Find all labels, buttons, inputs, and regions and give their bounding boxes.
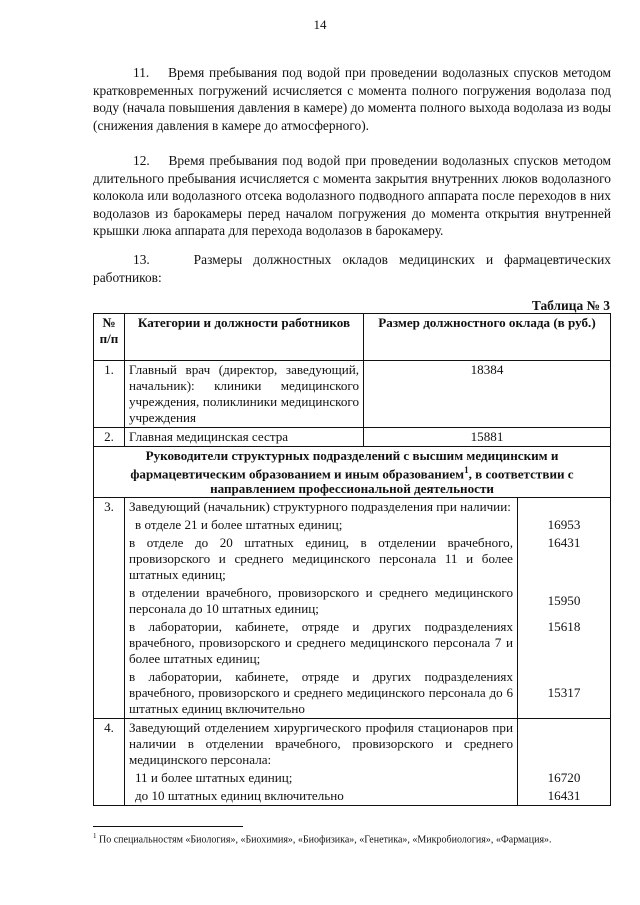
subrow-value: 16431 [518,534,611,584]
subrow-text: в отделе до 20 штатных единиц, в отделении врачебного, провизорского и среднего медицинского персонала 11 и более штатных единиц; [125,534,518,584]
section-heading-row [94,447,611,498]
subrow-value: 15618 [518,618,611,668]
table-subrow [94,668,611,719]
footnote [93,832,613,845]
row-value-blank [518,719,611,770]
paragraph-13 [93,251,611,286]
subrow-text: в лаборатории, кабинете, отряде и других подразделениях врачебного, провизорского и среднего медицинского персонала 7 и более штатных единиц; [125,618,518,668]
row-intro: Заведующий (начальник) структурного подразделения при наличии: [125,498,518,517]
subrow-value: 16720 [518,769,611,787]
header-num: № п/п [94,314,125,361]
table-caption: Таблица № 3 [531,298,610,313]
subrow-value: 15950 [518,584,611,618]
row-value-blank [518,498,611,517]
table-header-row [94,314,611,361]
footnote-mark: 1 [464,465,469,475]
table-row [94,719,611,770]
salary-table [93,313,611,806]
paragraph-text: Размеры должностных окладов медицинских и фармацевтических работников: [93,252,612,285]
paragraph-text: Время пребывания под водой при проведении водолазных спусков методом кратковременных погружений исчисляется с момента полного погружения водолаза под воду (начала повышения давления в камере) до момента полного выхода водолаза из воды (снижения давления в камере до атмосферного). [93,65,611,133]
row-salary: 15881 [364,428,611,447]
paragraph-11 [93,64,611,134]
footnote-mark: 1 [93,832,97,840]
table-subrow [94,516,611,534]
row-number: 3. [94,498,125,719]
subrow-text: в отделении врачебного, провизорского и среднего медицинского персонала до 10 штатных единиц; [125,584,518,618]
subrow-text: 11 и более штатных единиц; [125,769,518,787]
table-subrow [94,584,611,618]
header-category: Категории и должности работников [125,314,364,361]
header-salary: Размер должностного оклада (в руб.) [364,314,611,361]
table-subrow [94,534,611,584]
row-category: Главный врач (директор, заведующий, начальник): клиники медицинского учреждения, поликлиники медицинского учреждения [125,361,364,428]
row-salary: 18384 [364,361,611,428]
subrow-text: до 10 штатных единиц включительно [125,787,518,806]
row-number: 2. [94,428,125,447]
row-number: 1. [94,361,125,428]
table-subrow [94,769,611,787]
subrow-text: в лаборатории, кабинете, отряде и других подразделениях врачебного, провизорского и среднего медицинского персонала до 6 штатных единиц включительно [125,668,518,719]
paragraph-number: 11. [133,65,150,80]
table-subrow [94,787,611,806]
subrow-value: 16953 [518,516,611,534]
subrow-text: в отделе 21 и более штатных единиц; [125,516,518,534]
row-intro: Заведующий отделением хирургического профиля стационаров при наличии в отделении врачебного, провизорского и среднего медицинского персонала: [125,719,518,770]
paragraph-number: 13. [133,252,150,267]
page-number: 14 [313,17,327,32]
table-row [94,428,611,447]
paragraph-number: 12. [133,153,150,168]
footnote-text: По специальностям «Биология», «Биохимия», «Биофизика», «Генетика», «Микробиология», «Фармация». [99,834,552,846]
row-category: Главная медицинская сестра [125,428,364,447]
table-row [94,361,611,428]
section-heading-tail: , в соответствии с направлением профессиональной деятельности [210,466,574,497]
row-number: 4. [94,719,125,806]
subrow-value: 16431 [518,787,611,806]
paragraph-text: Время пребывания под водой при проведении водолазных спусков методом длительного пребывания исчисляется с момента закрытия внутренних люков водолазного колокола или водолазного отсека водолазного подводного аппарата после переходов в них водолазов из барокамеры перед началом погружения до момента открытия внутренней крышки люка аппарата для перехода водолазов в барокамеру. [93,153,612,238]
section-heading [94,447,611,498]
table-subrow [94,618,611,668]
footnote-divider [93,826,243,827]
table-row [94,498,611,517]
section-heading-text: Руководители структурных подразделений с высшим медицинским и фармацевтическим образованием и иным образованием [130,448,559,482]
paragraph-12 [93,152,611,240]
subrow-value: 15317 [518,668,611,719]
